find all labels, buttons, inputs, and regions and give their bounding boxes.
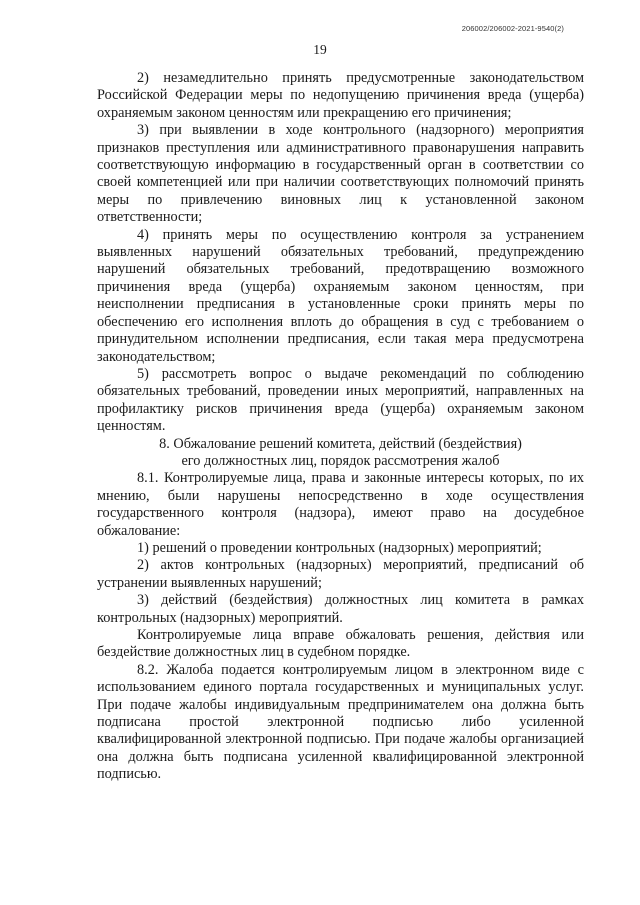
section-title-line-2: его должностных лиц, порядок рассмотрения жалоб [181, 452, 500, 469]
paragraph-item-3: 3) при выявлении в ходе контрольного (надзорного) мероприятия признаков преступления или административного правонарушения направить соответствующую информацию в государственный орган в соответствии со своей компетенцией или при наличии соответствующих полномочий принять меры по привлечению виновных лиц к установленной законом ответственности; [97, 122, 584, 226]
document-id: 206002/206002-2021-9540(2) [461, 24, 564, 33]
paragraph-item-4: 4) принять меры по осуществлению контроля за устранением выявленных нарушений обязательных требований, предупреждению нарушений обязательных требований, предотвращению возможного причинения вреда (ущерба) охраняемым законом ценностям, при неисполнении предписания в установленные сроки принять меры по обеспечению его исполнения вплоть до обращения в суд с требованием о принудительном исполнении предписания, если такая мера предусмотрена законодательством; [97, 226, 584, 365]
section-title-line-1: 8. Обжалование решений комитета, действий (бездействия) [159, 435, 522, 452]
paragraph-8-1-item-2: 2) актов контрольных (надзорных) мероприятий, предписаний об устранении выявленных нарушений; [97, 557, 584, 591]
paragraph-8-1: 8.1. Контролируемые лица, права и законные интересы которых, по их мнению, были нарушены непосредственно в ходе осуществления государственного контроля (надзора), имеют право на досудебное обжалование: [97, 470, 584, 539]
document-body [97, 70, 584, 784]
paragraph-8-1-item-3: 3) действий (бездействия) должностных лиц комитета в рамках контрольных (надзорных) мероприятий. [97, 592, 584, 626]
paragraph-8-1-item-1: 1) решений о проведении контрольных (надзорных) мероприятий; [137, 539, 542, 556]
paragraph-item-5: 5) рассмотреть вопрос о выдаче рекомендаций по соблюдению обязательных требований, проведении иных мероприятий, направленных на профилактику рисков причинения вреда (ущерба) охраняемым законом ценностям. [97, 365, 584, 435]
paragraph-item-2: 2) незамедлительно принять предусмотренные законодательством Российской Федерации меры по недопущению причинения вреда (ущерба) охраняемым законом ценностям или прекращению его причинения; [97, 70, 584, 121]
paragraph-court-appeal: Контролируемые лица вправе обжаловать решения, действия или бездействие должностных лиц в судебном порядке. [97, 627, 584, 661]
paragraph-8-2: 8.2. Жалоба подается контролируемым лицом в электронном виде с использованием единого портала государственных и муниципальных услуг. При подаче жалобы индивидуальным предпринимателем она должна быть подписана простой электронной подписью либо усиленной квалифицированной электронной подписью. При подаче жалобы организацией она должна быть подписана усиленной квалифицированной электронной подписью. [97, 661, 584, 783]
section-title [97, 436, 584, 471]
page-number: 19 [313, 42, 327, 57]
